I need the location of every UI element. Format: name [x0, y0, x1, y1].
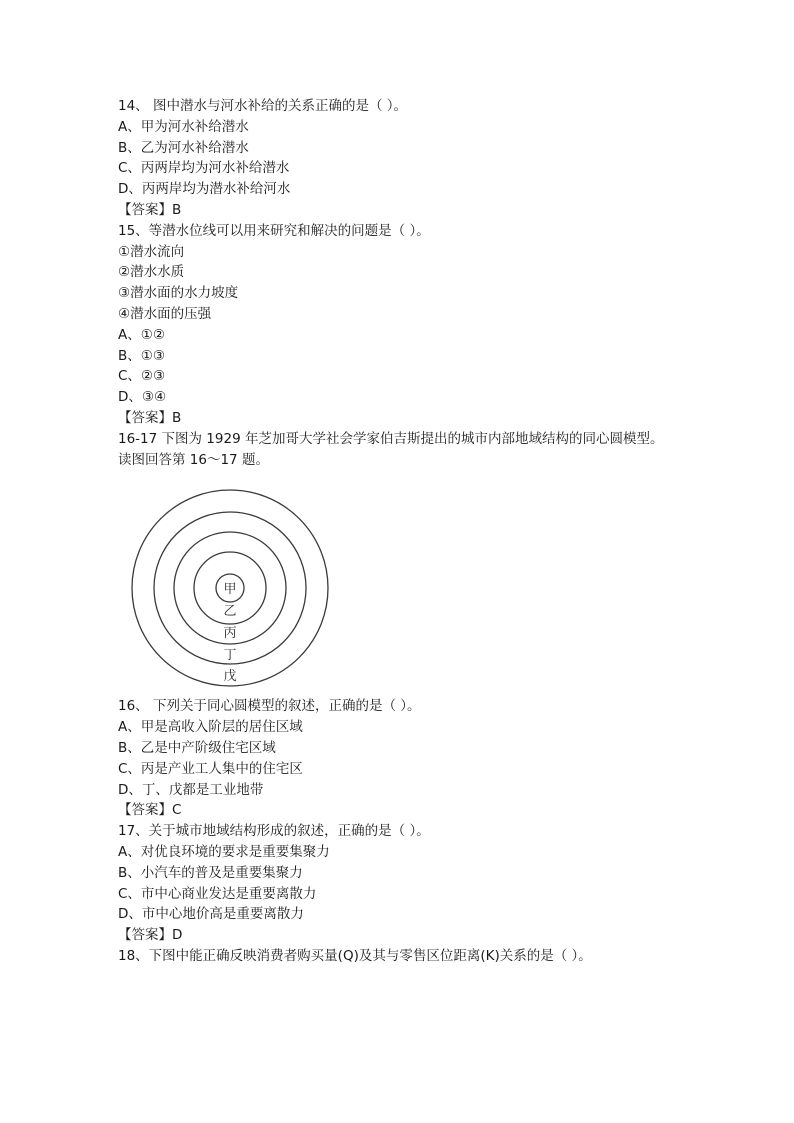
q16-option-a: A、甲是高收入阶层的居住区域: [118, 719, 303, 736]
q14-answer: 【答案】B: [118, 201, 182, 218]
zone-label-4: 丁: [223, 648, 237, 664]
q15-answer: 【答案】B: [118, 409, 182, 426]
q15-option-c: C、②③: [118, 368, 166, 385]
q14-option-b: B、乙为河水补给潜水: [118, 139, 249, 156]
q14-question: 14、 图中潜水与河水补给的关系正确的是（ ）。: [118, 98, 408, 114]
q16-option-b: B、乙是中产阶级住宅区域: [118, 739, 276, 756]
zone-label-1: 甲: [223, 582, 237, 598]
concentric-rings-svg: [122, 478, 332, 690]
q14-option-c: C、丙两岸均为河水补给潜水: [118, 160, 290, 177]
q17-option-a: A、对优良环境的要求是重要集聚力: [118, 843, 330, 860]
q15-item-3: ③潜水面的水力坡度: [118, 285, 239, 302]
q15-option-d: D、③④: [118, 389, 167, 406]
zone-label-5: 戊: [223, 669, 237, 685]
q16-question: 16、 下列关于同心圆模型的叙述，正确的是（ ）。: [118, 698, 421, 715]
q18-question: 18、下图中能正确反映消费者购买量(Q)及其与零售区位距离(K)关系的是（ ）。: [118, 947, 592, 964]
concentric-zone-figure: [122, 478, 332, 690]
q14-option-a: A、甲为河水补给潜水: [118, 118, 249, 135]
intro-16-17-line1: 16-17 下图为 1929 年芝加哥大学社会学家伯吉斯提出的城市内部地域结构的同心圆模型。: [118, 430, 664, 447]
q15-option-a: A、①②: [118, 326, 165, 343]
q17-answer: 【答案】D: [118, 927, 183, 944]
q17-option-c: C、市中心商业发达是重要离散力: [118, 885, 317, 902]
intro-16-17-line2: 读图回答第 16～17 题。: [118, 451, 269, 468]
q15-option-b: B、①③: [118, 347, 165, 364]
q15-item-2: ②潜水水质: [118, 264, 185, 281]
q17-option-b: B、小汽车的普及是重要集聚力: [118, 864, 303, 881]
q15-question: 15、等潜水位线可以用来研究和解决的问题是（ ）。: [118, 222, 430, 239]
zone-label-2: 乙: [223, 604, 237, 620]
q17-option-d: D、市中心地价高是重要离散力: [118, 906, 304, 923]
q16-option-c: C、丙是产业工人集中的住宅区: [118, 760, 303, 777]
q14-option-d: D、丙两岸均为潜水补给河水: [118, 181, 291, 198]
q16-answer: 【答案】C: [118, 802, 182, 819]
q16-option-d: D、丁、戊都是工业地带: [118, 781, 264, 798]
zone-label-3: 丙: [223, 626, 237, 642]
q15-item-4: ④潜水面的压强: [118, 305, 212, 322]
q17-question: 17、关于城市地域结构形成的叙述，正确的是（ ）。: [118, 823, 430, 840]
document-page: [118, 96, 718, 967]
q15-item-1: ①潜水流向: [118, 243, 185, 260]
